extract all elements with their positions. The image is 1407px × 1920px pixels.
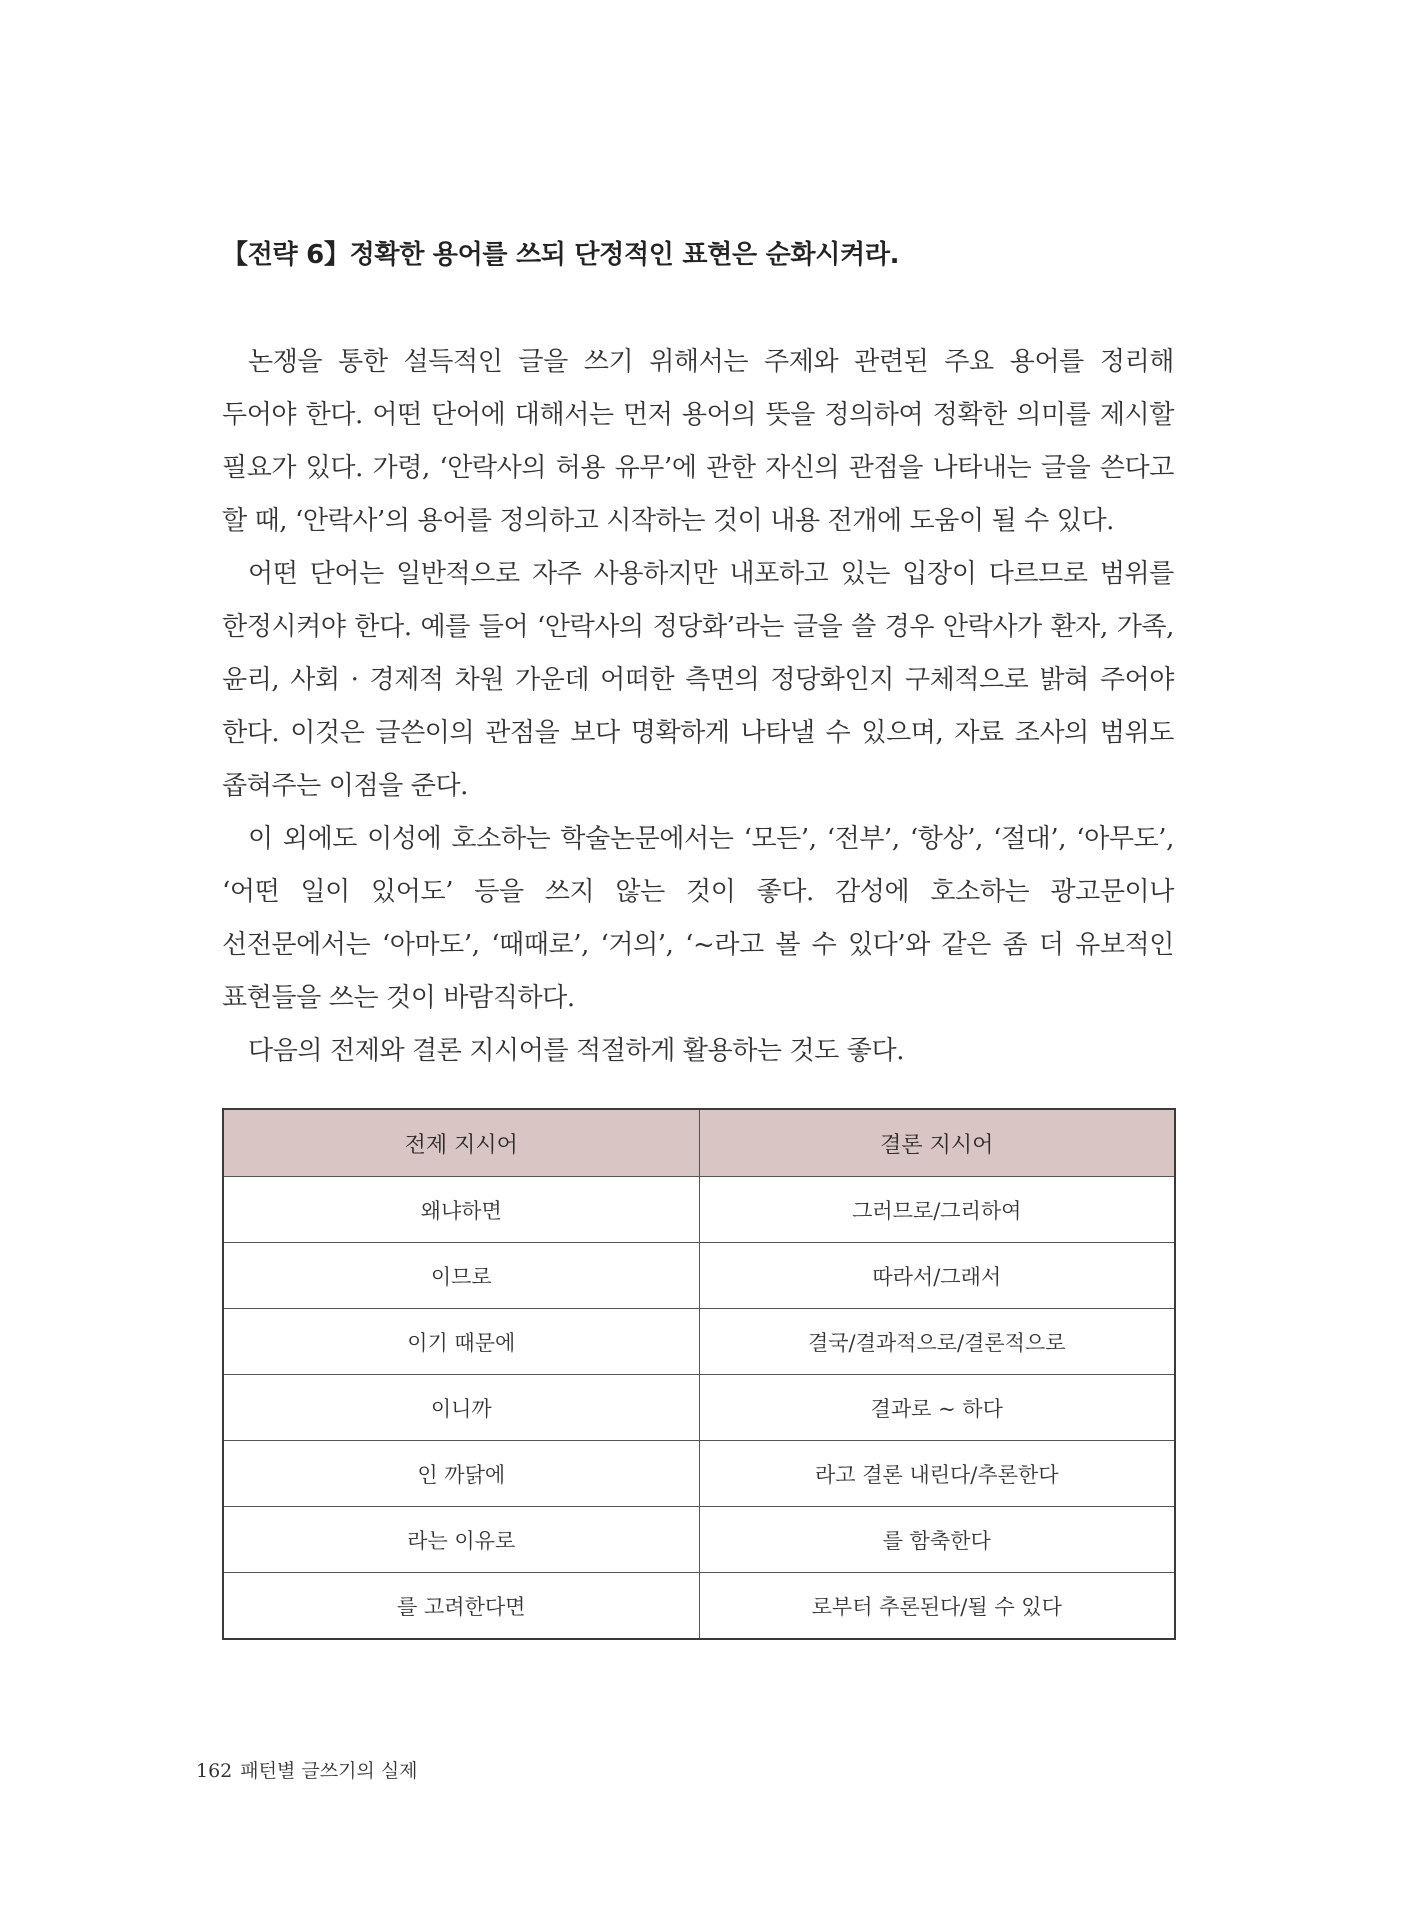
premise-cell: 를 고려한다면 <box>223 1573 699 1640</box>
table-row <box>223 1309 1175 1375</box>
conclusion-cell: 라고 결론 내린다/추론한다 <box>699 1441 1175 1507</box>
premise-cell: 왜냐하면 <box>223 1177 699 1243</box>
premise-cell: 이므로 <box>223 1243 699 1309</box>
header-conclusion: 결론 지시어 <box>699 1109 1175 1177</box>
body-text <box>222 336 1174 1078</box>
conclusion-cell: 결국/결과적으로/결론적으로 <box>699 1309 1175 1375</box>
premise-cell: 이니까 <box>223 1375 699 1441</box>
premise-cell: 인 까닭에 <box>223 1441 699 1507</box>
premise-cell: 이기 때문에 <box>223 1309 699 1375</box>
conclusion-cell: 그러므로/그리하여 <box>699 1177 1175 1243</box>
table-row <box>223 1177 1175 1243</box>
page-number: 162 <box>196 1760 233 1782</box>
conclusion-cell: 따라서/그래서 <box>699 1243 1175 1309</box>
table-row <box>223 1243 1175 1309</box>
paragraph-3: 이 외에도 이성에 호소하는 학술논문에서는 ‘모든’, ‘전부’, ‘항상’, ‘절대’, ‘아무도’, ‘어떤 일이 있어도’ 등을 쓰지 않는 것이 좋다. 감성에 호소하는 광고문이나 선전문에서는 ‘아마도’, ‘때때로’, ‘거의’, ‘~라고 볼 수 있다’와 같은 좀 더 유보적인 표현들을 쓰는 것이 바람직하다. <box>222 824 1174 1013</box>
header-premise: 전제 지시어 <box>223 1109 699 1177</box>
table-row <box>223 1441 1175 1507</box>
table-row <box>223 1507 1175 1573</box>
book-title: 패턴별 글쓰기의 실제 <box>240 1760 418 1782</box>
paragraph-2: 어떤 단어는 일반적으로 자주 사용하지만 내포하고 있는 입장이 다르므로 범위를 한정시켜야 한다. 예를 들어 ‘안락사의 정당화’라는 글을 쓸 경우 안락사가 환자, 가족, 윤리, 사회 · 경제적 차원 가운데 어떠한 측면의 정당화인지 구체적으로 밝혀 주어야 한다. 이것은 글쓴이의 관점을 보다 명확하게 나타낼 수 있으며, 자료 조사의 범위도 좁혀주는 이점을 준다. <box>222 559 1174 801</box>
table-header-row <box>223 1109 1175 1177</box>
paragraph-4: 다음의 전제와 결론 지시어를 적절하게 활용하는 것도 좋다. <box>248 1036 905 1066</box>
conclusion-cell: 를 함축한다 <box>699 1507 1175 1573</box>
connective-table <box>222 1108 1176 1640</box>
table-row <box>223 1375 1175 1441</box>
premise-cell: 라는 이유로 <box>223 1507 699 1573</box>
page-footer <box>196 1756 418 1783</box>
conclusion-cell: 로부터 추론된다/될 수 있다 <box>699 1573 1175 1640</box>
conclusion-cell: 결과로 ~ 하다 <box>699 1375 1175 1441</box>
section-heading: 【전략 6】정확한 용어를 쓰되 단정적인 표현은 순화시켜라. <box>222 240 900 270</box>
paragraph-1: 논쟁을 통한 설득적인 글을 쓰기 위해서는 주제와 관련된 주요 용어를 정리해 두어야 한다. 어떤 단어에 대해서는 먼저 용어의 뜻을 정의하여 정확한 의미를 제시할 필요가 있다. 가령, ‘안락사의 허용 유무’에 관한 자신의 관점을 나타내는 글을 쓴다고 할 때, ‘안락사’의 용어를 정의하고 시작하는 것이 내용 전개에 도움이 될 수 있다. <box>222 347 1174 536</box>
table-row <box>223 1573 1175 1640</box>
